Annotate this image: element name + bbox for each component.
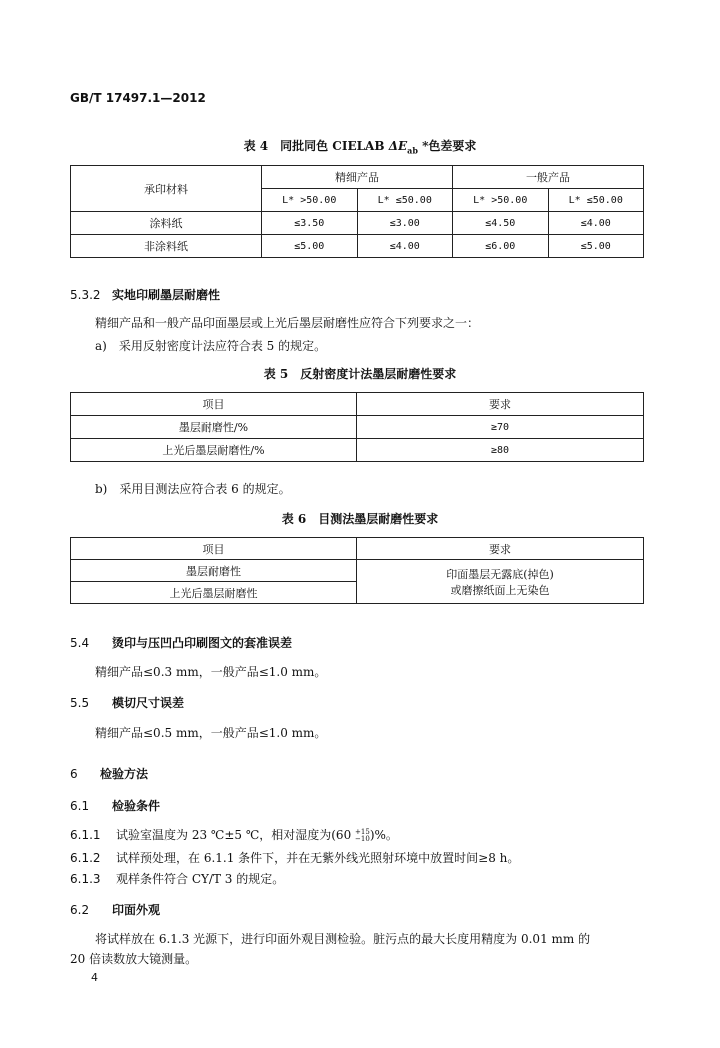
table4-cell: ≤5.00 xyxy=(548,235,644,258)
clause-number: 6.1.3 xyxy=(70,872,101,886)
table5-header: 项目 xyxy=(71,393,357,416)
table6-caption: 表 6 目测法墨层耐磨性要求 xyxy=(281,512,439,526)
paragraph: 将试样放在 6.1.3 光源下，进行印面外观目测检验。脏污点的最大长度用精度为 0.01 mm 的 xyxy=(95,932,591,946)
paragraph: 精细产品≤0.5 mm，一般产品≤1.0 mm。 xyxy=(95,726,327,740)
table4-cell: ≤3.00 xyxy=(357,212,453,235)
table4-caption xyxy=(0,137,720,155)
section-title: 印面外观 xyxy=(112,903,161,917)
table5-item: 墨层耐磨性/% xyxy=(71,416,357,439)
clause-text-tail: )%。 xyxy=(369,828,398,842)
table4-row-label: 非涂料纸 xyxy=(71,235,262,258)
table6-header: 要求 xyxy=(357,538,644,560)
page-number: 4 xyxy=(91,971,98,984)
table5-item: 上光后墨层耐磨性/% xyxy=(71,439,357,462)
clause-6-1-1 xyxy=(70,826,398,843)
clause-6-1-3 xyxy=(70,870,284,887)
section-number: 5.4 xyxy=(70,636,90,650)
table4-header-general: 一般产品 xyxy=(453,166,644,189)
table6-req-line: 印面墨层无露底(掉色) xyxy=(446,567,554,581)
paragraph-continued: 20 倍读数放大镜测量。 xyxy=(70,952,198,966)
section-number: 5.5 xyxy=(70,696,90,710)
table-row xyxy=(71,235,644,258)
table4-header-fine: 精细产品 xyxy=(262,166,453,189)
tolerance xyxy=(355,829,370,843)
clause-number: 6.1.2 xyxy=(70,851,101,865)
tolerance-upper: +15 xyxy=(355,827,370,836)
tolerance-lower: −10 xyxy=(355,834,370,843)
section-5-4-heading xyxy=(70,634,292,651)
table4-cell: ≤4.00 xyxy=(357,235,453,258)
table4-caption-suffix: *色差要求 xyxy=(417,139,477,153)
table4-subheader: L* >50.00 xyxy=(453,189,549,212)
section-title: 实地印刷墨层耐磨性 xyxy=(112,288,221,302)
section-6-1-heading xyxy=(70,797,160,814)
section-number: 6 xyxy=(70,767,78,781)
section-5-5-heading xyxy=(70,694,184,711)
section-6-heading xyxy=(70,765,148,782)
list-item-b: b) 采用目测法应符合表 6 的规定。 xyxy=(95,482,291,496)
paragraph: 精细产品≤0.3 mm，一般产品≤1.0 mm。 xyxy=(95,665,327,679)
section-title: 烫印与压凹凸印刷图文的套准误差 xyxy=(112,636,293,650)
list-item-a: a) 采用反射密度计法应符合表 5 的规定。 xyxy=(95,339,327,353)
table-row xyxy=(71,560,644,582)
table-row xyxy=(71,416,644,439)
table5-req: ≥70 xyxy=(357,416,644,439)
section-6-2-heading xyxy=(70,901,160,918)
table4-cell: ≤5.00 xyxy=(262,235,358,258)
table6-req xyxy=(357,560,644,604)
table4-row-label: 涂料纸 xyxy=(71,212,262,235)
table-row xyxy=(71,212,644,235)
section-number: 6.1 xyxy=(70,799,90,813)
table6-header: 项目 xyxy=(71,538,357,560)
paragraph: 精细产品和一般产品印面墨层或上光后墨层耐磨性应符合下列要求之一： xyxy=(95,316,480,330)
table4-header-material: 承印材料 xyxy=(71,166,262,212)
table6-req-line: 或磨擦纸面上无染色 xyxy=(450,583,550,597)
table5 xyxy=(70,392,644,462)
clause-6-1-2 xyxy=(70,849,519,866)
table4-subheader: L* >50.00 xyxy=(262,189,358,212)
table4-cell: ≤6.00 xyxy=(453,235,549,258)
table4-cell: ≤3.50 xyxy=(262,212,358,235)
table4-cell: ≤4.00 xyxy=(548,212,644,235)
table4 xyxy=(70,165,644,258)
standard-number: GB/T 17497.1—2012 xyxy=(70,91,206,105)
section-title: 模切尺寸误差 xyxy=(112,696,185,710)
table6 xyxy=(70,537,644,604)
table4-caption-subscript: ab xyxy=(407,145,418,156)
table4-caption-symbol: ΔE xyxy=(388,139,408,153)
table4-subheader: L* ≤50.00 xyxy=(357,189,453,212)
table5-req: ≥80 xyxy=(357,439,644,462)
clause-text: 试样预处理，在 6.1.1 条件下，并在无紫外线光照射环境中放置时间≥8 h。 xyxy=(116,851,520,865)
clause-text: 试验室温度为 23 ℃±5 ℃，相对湿度为(60 xyxy=(116,828,356,842)
section-number: 6.2 xyxy=(70,903,90,917)
table4-cell: ≤4.50 xyxy=(453,212,549,235)
clause-number: 6.1.1 xyxy=(70,828,101,842)
table6-item: 墨层耐磨性 xyxy=(71,560,357,582)
table5-caption: 表 5 反射密度计法墨层耐磨性要求 xyxy=(263,367,457,381)
section-title: 检验方法 xyxy=(100,767,149,781)
table4-subheader: L* ≤50.00 xyxy=(548,189,644,212)
table4-caption-prefix: 表 4 同批同色 CIELAB xyxy=(243,139,389,153)
section-number: 5.3.2 xyxy=(70,288,101,302)
clause-text: 观样条件符合 CY/T 3 的规定。 xyxy=(116,872,285,886)
section-title: 检验条件 xyxy=(112,799,161,813)
table6-item: 上光后墨层耐磨性 xyxy=(71,582,357,604)
section-5-3-2-heading xyxy=(70,286,220,303)
table5-header: 要求 xyxy=(357,393,644,416)
table-row xyxy=(71,439,644,462)
